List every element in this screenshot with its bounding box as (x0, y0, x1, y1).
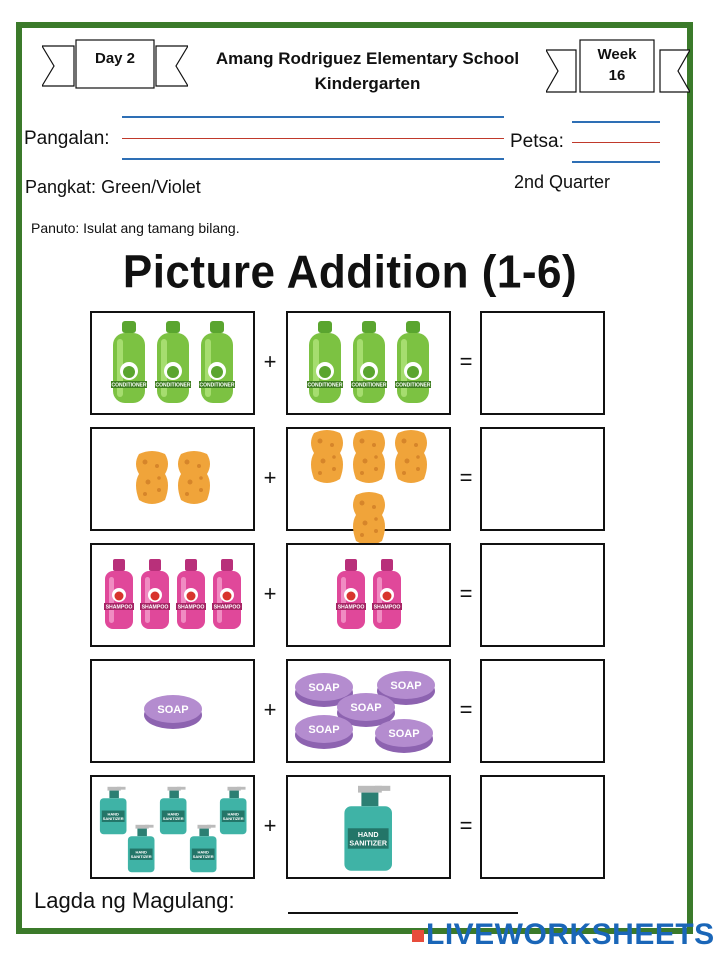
addend-box-right (286, 659, 451, 763)
addend-box-left (90, 427, 255, 531)
svg-text:SHAMPOO: SHAMPOO (373, 604, 400, 611)
shampoo-icon (211, 559, 243, 631)
section-value: Green/Violet (101, 177, 201, 197)
svg-text:SANITIZER: SANITIZER (222, 816, 244, 822)
svg-text:CONDITIONER: CONDITIONER (155, 382, 190, 389)
svg-text:SANITIZER: SANITIZER (162, 816, 184, 822)
equals-sign: = (459, 581, 473, 606)
answer-box[interactable] (480, 775, 605, 879)
addend-box-right (286, 427, 451, 531)
svg-text:HAND: HAND (227, 811, 239, 817)
svg-text:HAND: HAND (167, 811, 179, 817)
svg-text:CONDITIONER: CONDITIONER (199, 382, 234, 389)
conditioner-icon (197, 321, 237, 405)
equals-sign: = (459, 349, 473, 374)
addend-box-right (286, 775, 451, 879)
hand-sanitizer-icon (188, 821, 218, 879)
logo-square-icon (412, 930, 424, 942)
addend-box-left (90, 543, 255, 647)
equals-sign: = (459, 465, 473, 490)
school-header (200, 46, 535, 96)
soap-icon (294, 711, 354, 756)
school-name: Amang Rodriguez Elementary School (215, 49, 520, 68)
shampoo-icon (371, 559, 403, 631)
sponge-icon (392, 429, 430, 487)
date-line-top (572, 121, 660, 123)
equals-sign: = (459, 697, 473, 722)
sponge-icon (133, 450, 171, 508)
date-field[interactable] (572, 142, 660, 143)
svg-text:SANITIZER: SANITIZER (349, 839, 388, 848)
instructions: Panuto: Isulat ang tamang bilang. (31, 220, 240, 236)
signature-label: Lagda ng Magulang: (34, 888, 235, 913)
hand-sanitizer-icon (98, 783, 128, 841)
svg-text:SOAP: SOAP (388, 728, 420, 740)
svg-text:SHAMPOO: SHAMPOO (177, 604, 204, 611)
day-label: Day 2 (94, 50, 136, 67)
sponge-icon (308, 429, 346, 487)
answer-box[interactable] (480, 427, 605, 531)
svg-text:CONDITIONER: CONDITIONER (351, 382, 386, 389)
plus-sign: + (263, 581, 277, 606)
week-label: Week 16 (597, 46, 637, 84)
svg-text:SOAP: SOAP (156, 704, 189, 716)
svg-text:HAND: HAND (358, 831, 379, 840)
shampoo-icon (335, 559, 367, 631)
svg-text:SHAMPOO: SHAMPOO (213, 604, 240, 611)
svg-text:SANITIZER: SANITIZER (102, 816, 124, 822)
svg-text:SOAP: SOAP (308, 682, 340, 694)
svg-text:SANITIZER: SANITIZER (130, 854, 152, 860)
section-label: Pangkat: (25, 177, 97, 197)
plus-sign: + (263, 697, 277, 722)
soap-icon (143, 691, 203, 731)
plus-sign: + (263, 465, 277, 490)
svg-text:CONDITIONER: CONDITIONER (307, 382, 342, 389)
shampoo-icon (175, 559, 207, 631)
addend-box-left (90, 311, 255, 415)
signature-line[interactable] (288, 912, 518, 914)
addend-box-left (90, 659, 255, 763)
sponge-icon (350, 429, 388, 487)
shampoo-icon (103, 559, 135, 631)
conditioner-icon (349, 321, 389, 405)
name-line-top (122, 116, 504, 118)
grade-level: Kindergarten (314, 74, 421, 93)
svg-text:SOAP: SOAP (308, 724, 340, 736)
hand-sanitizer-icon (126, 821, 156, 879)
answer-box[interactable] (480, 311, 605, 415)
date-line-bottom (572, 161, 660, 163)
hand-sanitizer-icon (341, 779, 395, 874)
conditioner-icon (393, 321, 433, 405)
hand-sanitizer-icon (158, 783, 188, 841)
svg-text:HAND: HAND (107, 811, 119, 817)
addend-box-left (90, 775, 255, 879)
shampoo-icon (139, 559, 171, 631)
svg-text:SOAP: SOAP (350, 702, 382, 714)
plus-sign: + (263, 349, 277, 374)
name-field[interactable] (122, 138, 504, 139)
sponge-icon (350, 491, 388, 549)
addend-box-right (286, 311, 451, 415)
svg-text:CONDITIONER: CONDITIONER (111, 382, 146, 389)
name-line-bottom (122, 158, 504, 160)
svg-text:SHAMPOO: SHAMPOO (141, 604, 168, 611)
liveworksheets-logo: LIVEWORKSHEETS (412, 918, 715, 952)
svg-text:SOAP: SOAP (390, 680, 422, 692)
addend-box-right (286, 543, 451, 647)
svg-text:SHAMPOO: SHAMPOO (337, 604, 364, 611)
date-label: Petsa: (510, 131, 564, 152)
conditioner-icon (109, 321, 149, 405)
hand-sanitizer-icon (218, 783, 248, 841)
conditioner-icon (153, 321, 193, 405)
answer-box[interactable] (480, 659, 605, 763)
answer-box[interactable] (480, 543, 605, 647)
quarter-label: 2nd Quarter (514, 172, 611, 192)
svg-text:HAND: HAND (197, 849, 209, 855)
sponge-icon (175, 450, 213, 508)
svg-text:HAND: HAND (135, 849, 147, 855)
conditioner-icon (305, 321, 345, 405)
svg-text:SANITIZER: SANITIZER (192, 854, 214, 860)
soap-icon (374, 715, 434, 760)
page-title: Picture Addition (1-6) (122, 246, 578, 299)
svg-text:SHAMPOO: SHAMPOO (105, 604, 132, 611)
name-label: Pangalan: (24, 128, 110, 149)
plus-sign: + (263, 813, 277, 838)
equals-sign: = (459, 813, 473, 838)
svg-text:CONDITIONER: CONDITIONER (395, 382, 430, 389)
section-row (25, 177, 201, 198)
